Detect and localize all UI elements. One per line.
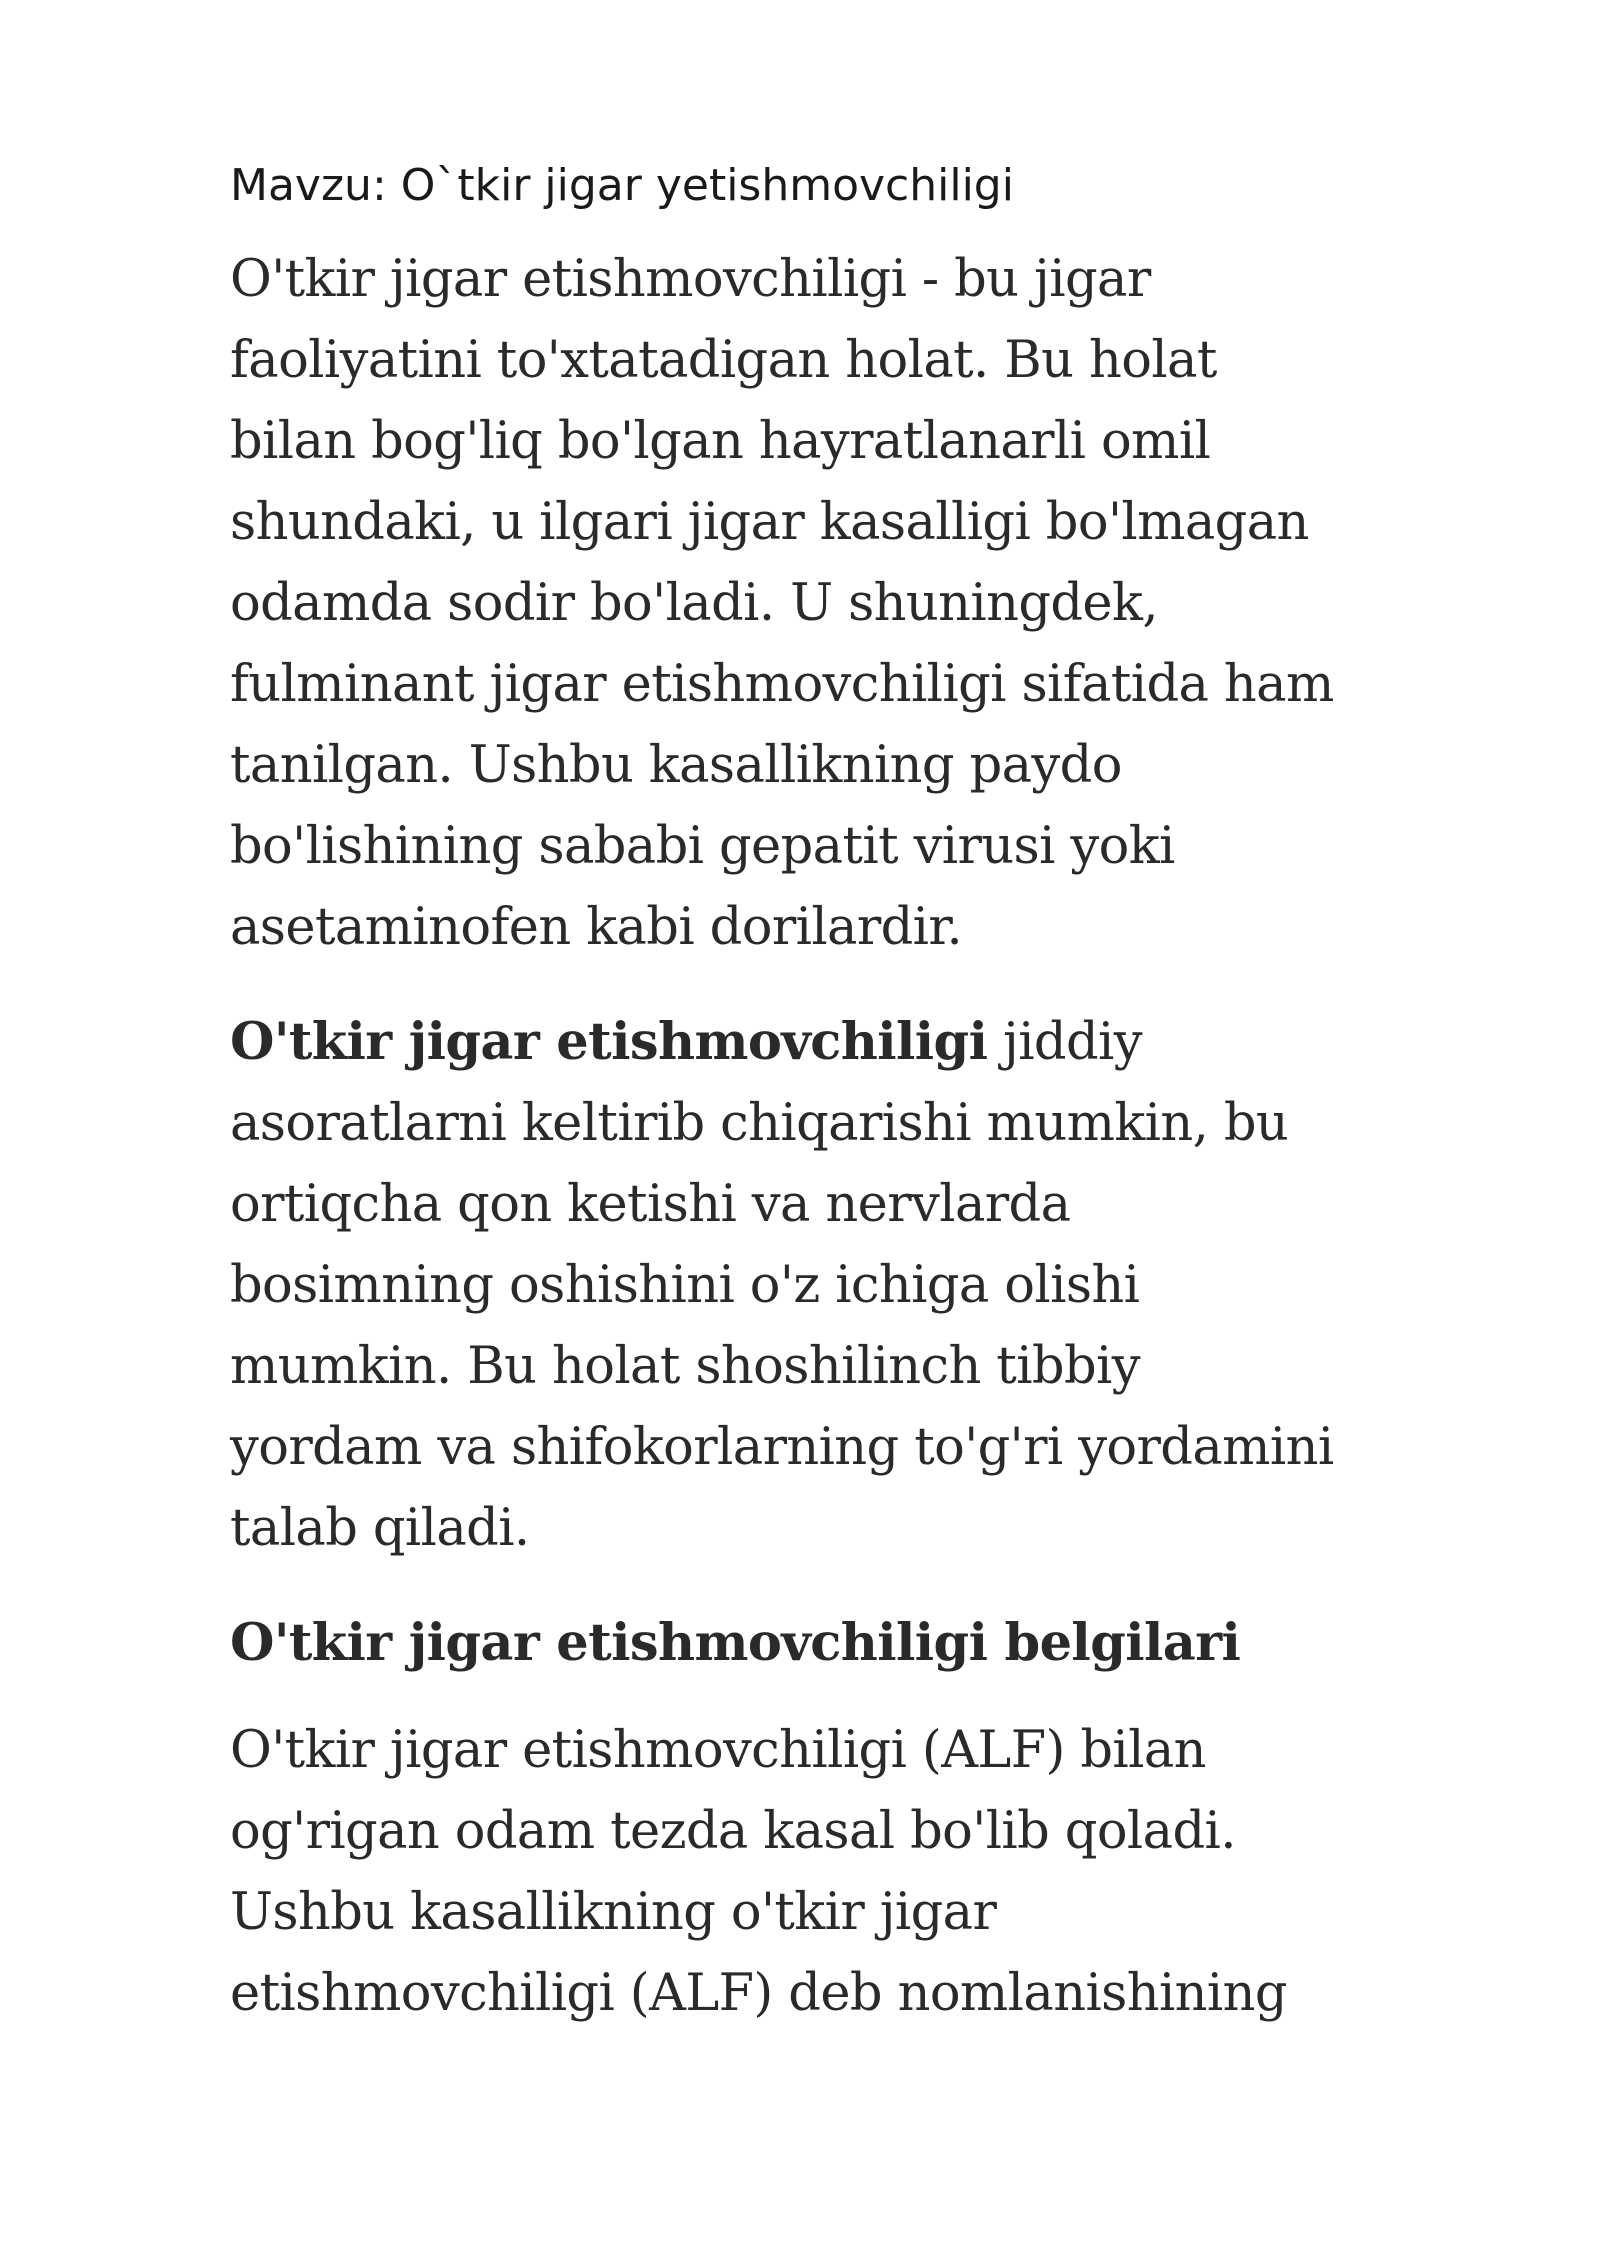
paragraph-line: ortiqcha qon ketishi va nervlarda [230,1175,1071,1234]
paragraph-line: etishmovchiligi (ALF) deb nomlanishining [230,1964,1287,2023]
paragraph-line: mumkin. Bu holat shoshilinch tibbiy [230,1337,1140,1396]
paragraph-line: tanilgan. Ushbu kasallikning paydo [230,736,1122,795]
paragraph-line: bo'lishining sababi gepatit virusi yoki [230,817,1175,876]
paragraph-symptoms [230,1710,1530,2034]
paragraph-line: odamda sodir bo'ladi. U shuningdek, [230,574,1158,633]
bold-lead-term: O'tkir jigar etishmovchiligi [230,1012,988,1072]
paragraph-line: O'tkir jigar etishmovchiligi - bu jigar [230,250,1151,309]
paragraph-line: bosimning oshishini o'z ichiga olishi [230,1256,1140,1315]
paragraph-line: bilan bog'liq bo'lgan hayratlanarli omil [230,412,1211,471]
paragraph-line: fulminant jigar etishmovchiligi sifatida ham [230,655,1334,714]
document-content [230,158,1530,2068]
paragraph-line: O'tkir jigar etishmovchiligi (ALF) bilan [230,1721,1206,1780]
paragraph-line: yordam va shifokorlarning to'g'ri yordamini [230,1418,1334,1477]
paragraph-line: Ushbu kasallikning o'tkir jigar [230,1883,997,1942]
paragraph-line: og'rigan odam tezda kasal bo'lib qoladi. [230,1802,1236,1861]
topic-title: Mavzu: O`tkir jigar yetishmovchiligi [230,160,1014,211]
paragraph-line: faoliyatini to'xtatadigan holat. Bu holat [230,331,1217,390]
paragraph-line: asetaminofen kabi dorilardir. [230,898,963,957]
paragraph-line: talab qiladi. [230,1499,530,1558]
paragraph-first-line [230,1002,1530,1083]
paragraph-line: shundaki, u ilgari jigar kasalligi bo'lmagan [230,493,1309,552]
first-line-rest: jiddiy [987,1013,1142,1072]
section-heading: O'tkir jigar etishmovchiligi belgilari [230,1613,1241,1673]
paragraph-line: asoratlarni keltirib chiqarishi mumkin, bu [230,1094,1289,1153]
paragraph-complications [230,1002,1530,1569]
paragraph-intro [230,239,1530,968]
